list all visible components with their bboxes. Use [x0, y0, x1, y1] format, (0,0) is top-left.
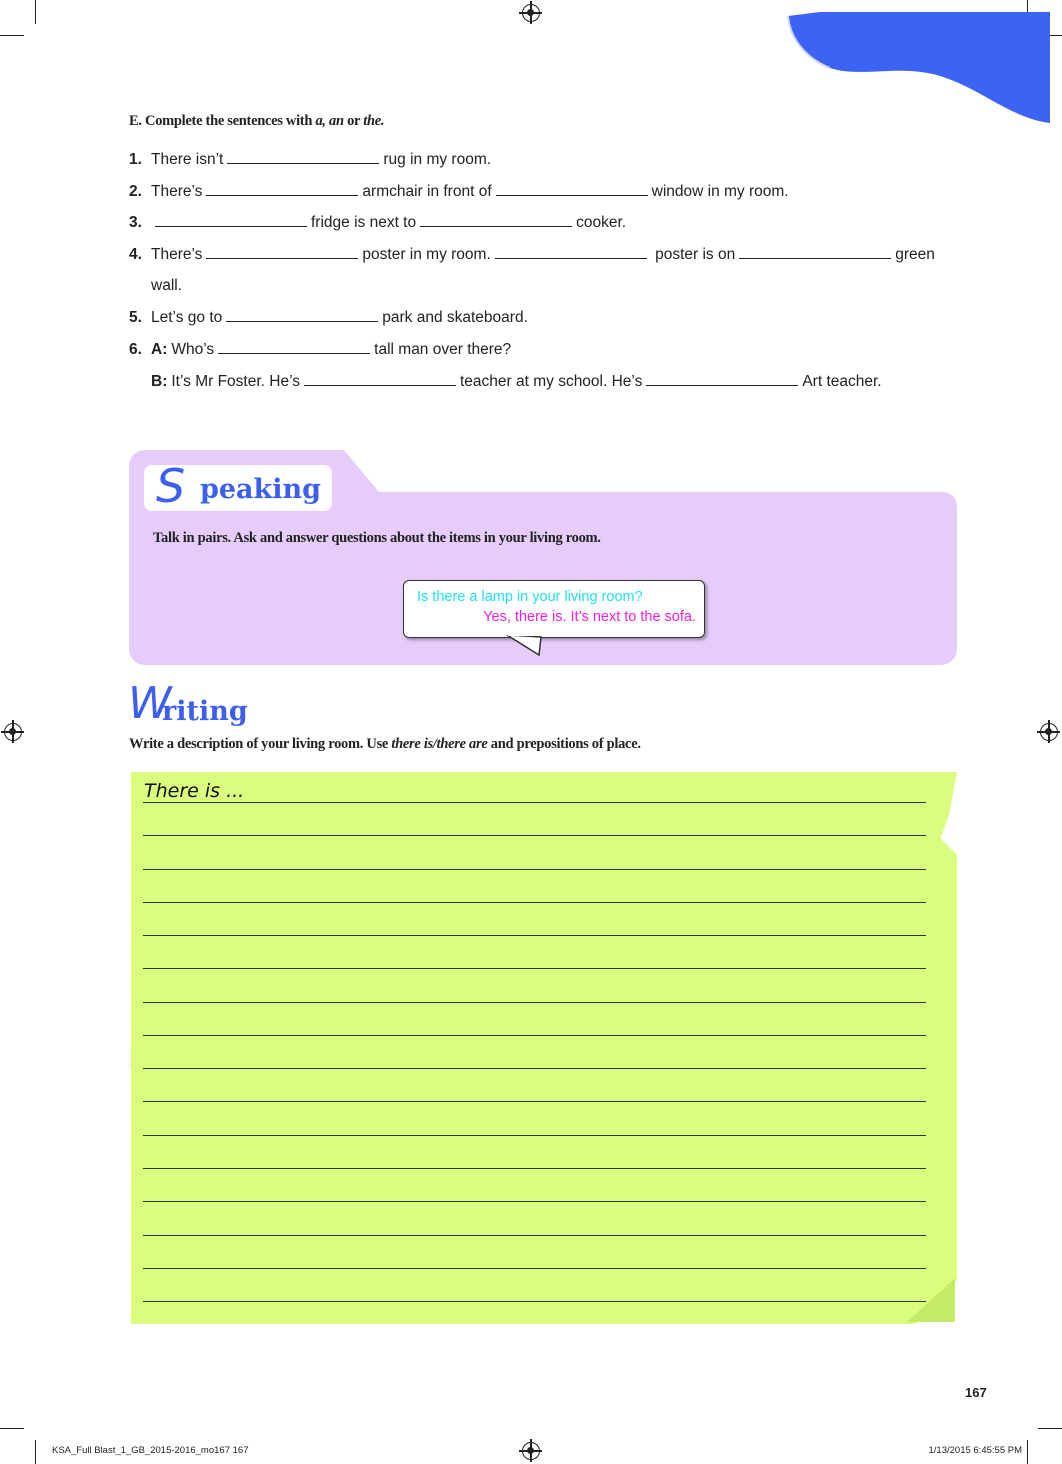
exercise-item	[129, 276, 182, 296]
item-number: 5.	[129, 309, 142, 326]
item-number: 2.	[129, 183, 142, 200]
item-number: 4.	[129, 246, 142, 263]
registration-mark-icon	[1040, 723, 1058, 741]
answer-blank[interactable]	[227, 149, 379, 164]
answer-blank[interactable]	[155, 212, 307, 227]
page-number: 167	[965, 1385, 987, 1400]
item-text: Art teacher.	[802, 373, 882, 390]
writing-starter-text: There is ...	[144, 780, 245, 802]
item-text: poster in my room.	[362, 246, 491, 263]
speech-question: Is there a lamp in your living room?	[417, 589, 643, 605]
answer-blank[interactable]	[206, 244, 358, 259]
writing-title	[128, 678, 328, 729]
corner-decoration	[780, 8, 1055, 128]
speaking-instruction: Talk in pairs. Ask and answer questions about the items in your living room.	[153, 530, 601, 546]
item-text: It’s Mr Foster. He’s	[171, 373, 300, 390]
item-text: teacher at my school. He’s	[459, 373, 643, 390]
crop-mark	[1027, 1440, 1028, 1464]
answer-blank[interactable]	[646, 371, 798, 386]
item-text: There isn’t	[151, 151, 224, 168]
exercise-item	[129, 149, 491, 169]
crop-mark	[35, 1440, 36, 1464]
exercise-item	[129, 307, 528, 327]
answer-blank[interactable]	[496, 181, 648, 196]
crop-mark	[35, 0, 36, 24]
writing-line[interactable]	[143, 1201, 926, 1202]
answer-blank[interactable]	[226, 307, 378, 322]
speaking-title	[144, 459, 332, 513]
instruction-italic: a, an	[315, 113, 344, 129]
writing-line[interactable]	[143, 1035, 926, 1036]
item-text: park and skateboard.	[382, 309, 528, 326]
registration-mark-icon	[4, 723, 22, 741]
answer-blank[interactable]	[206, 181, 358, 196]
item-text: window in my room.	[651, 183, 789, 200]
item-text: tall man over there?	[374, 341, 512, 358]
item-text: Let’s go to	[151, 309, 223, 326]
crop-mark	[1038, 1428, 1062, 1429]
writing-instruction	[129, 736, 641, 753]
writing-note-area[interactable]	[131, 772, 957, 1324]
exercise-item	[129, 339, 511, 359]
writing-title-initial: W	[128, 678, 172, 729]
writing-line[interactable]	[143, 1135, 926, 1136]
speaking-title-initial: S	[156, 459, 186, 513]
answer-blank[interactable]	[218, 339, 370, 354]
answer-blank[interactable]	[420, 212, 572, 227]
exercise-item	[129, 212, 626, 232]
item-text: There’s	[151, 183, 203, 200]
writing-line[interactable]	[143, 1068, 926, 1069]
instruction-text: E. Complete the sentences with	[129, 113, 316, 129]
registration-mark-icon	[522, 4, 540, 22]
speaker-label: A:	[151, 341, 168, 358]
writing-line[interactable]	[143, 935, 926, 936]
writing-line[interactable]	[143, 1101, 926, 1102]
exercise-item	[129, 181, 789, 201]
item-text: fridge is next to	[311, 214, 417, 231]
writing-line[interactable]	[143, 1268, 926, 1269]
writing-line[interactable]	[143, 869, 926, 870]
item-text: armchair in front of	[362, 183, 492, 200]
instruction-text: and prepositions of place.	[487, 736, 641, 752]
writing-line[interactable]	[143, 835, 926, 836]
answer-blank[interactable]	[304, 371, 456, 386]
speech-answer: Yes, there is. It’s next to the sofa.	[483, 609, 696, 625]
speech-bubble	[403, 580, 705, 638]
exercise-item	[129, 244, 935, 264]
writing-line[interactable]	[143, 1002, 926, 1003]
writing-line[interactable]	[143, 968, 926, 969]
writing-title-rest: riting	[162, 696, 248, 727]
writing-line[interactable]	[143, 802, 926, 803]
footer-timestamp: 1/13/2015 6:45:55 PM	[928, 1445, 1022, 1456]
writing-line[interactable]	[143, 1168, 926, 1169]
crop-mark	[0, 35, 24, 36]
exercise-instruction	[129, 113, 384, 130]
instruction-text: Write a description of your living room. Use	[129, 736, 392, 752]
answer-blank[interactable]	[495, 244, 647, 259]
writing-line[interactable]	[143, 1301, 926, 1302]
instruction-italic: there is/there are	[391, 736, 488, 752]
item-number: 3.	[129, 214, 142, 231]
item-text: cooker.	[576, 214, 627, 231]
item-text: green	[895, 246, 935, 263]
item-number: 6.	[129, 341, 142, 358]
exercise-item	[129, 371, 882, 391]
speaker-label: B:	[151, 373, 168, 390]
speaking-title-rest: peaking	[200, 474, 322, 505]
item-text: There’s	[151, 246, 203, 263]
writing-line[interactable]	[143, 902, 926, 903]
item-text: rug in my room.	[383, 151, 492, 168]
instruction-italic: the.	[363, 113, 385, 129]
footer-file-info: KSA_Full Blast_1_GB_2015-2016_mo167 167	[52, 1445, 249, 1456]
item-text: wall.	[151, 277, 183, 294]
instruction-text: or	[343, 113, 364, 129]
crop-mark	[0, 1428, 24, 1429]
answer-blank[interactable]	[739, 244, 891, 259]
item-number: 1.	[129, 151, 142, 168]
registration-mark-icon	[522, 1442, 540, 1460]
item-text: Who’s	[171, 341, 215, 358]
item-text: poster is on	[650, 246, 736, 263]
writing-line[interactable]	[143, 1235, 926, 1236]
speech-bubble-tail	[505, 635, 547, 659]
